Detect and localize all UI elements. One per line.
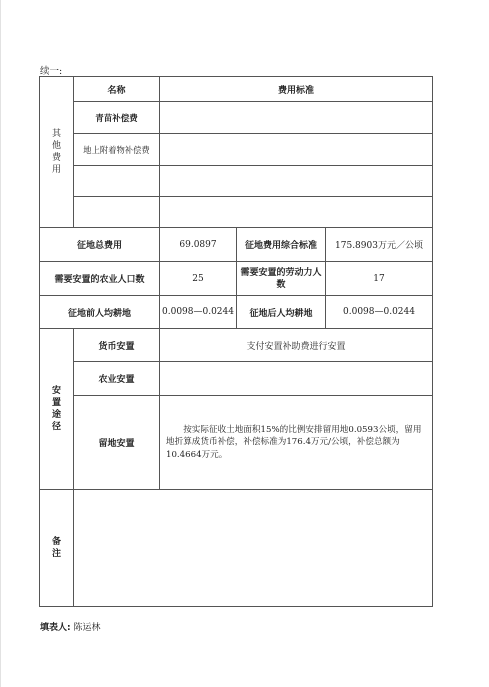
resettlement-name-1: 货币安置 <box>74 329 160 362</box>
other-fees-char-2: 他 <box>51 141 61 151</box>
resettlement-value-3: 按实际征收土地面积15%的比例安排留用地0.0593公顷，留用地折算成货币补偿，补偿标准为176.4万元/公顷，补偿总额为10.4664万元。 <box>160 396 433 490</box>
other-fees-char-3: 费 <box>51 153 61 163</box>
remarks-value <box>74 490 433 607</box>
remarks-group <box>40 490 74 607</box>
other-fee-name-1: 青苗补偿费 <box>74 102 160 134</box>
other-fee-value-3 <box>160 166 433 197</box>
other-fee-value-1 <box>160 102 433 134</box>
header-name: 名称 <box>74 77 160 102</box>
resettlement-name-2: 农业安置 <box>74 362 160 396</box>
resettlement-value-1: 支付安置补助费进行安置 <box>160 329 433 362</box>
agri-pop-label: 需要安置的农业人口数 <box>40 262 160 296</box>
other-fees-char-1: 其 <box>51 129 61 139</box>
after-per-capita-value: 0.0098—0.0244 <box>326 296 433 329</box>
continuation-label: 续一: <box>40 66 63 77</box>
remarks-char-1: 备 <box>51 537 61 547</box>
resettlement-group <box>40 329 74 490</box>
agri-pop-value: 25 <box>160 262 237 296</box>
standard-value: 175.8903万元／公顷 <box>326 228 433 262</box>
page-edge <box>0 0 1 687</box>
resettlement-value-2 <box>160 362 433 396</box>
resettlement-name-3: 留地安置 <box>74 396 160 490</box>
total-cost-label: 征地总费用 <box>40 228 160 262</box>
standard-label: 征地费用综合标准 <box>237 228 326 262</box>
resettlement-char-3: 途 <box>51 410 61 420</box>
header-standard: 费用标准 <box>160 77 433 102</box>
other-fee-name-2: 地上附着物补偿费 <box>74 134 160 166</box>
before-per-capita-label: 征地前人均耕地 <box>40 296 160 329</box>
labor-label: 需要安置的劳动力人数 <box>237 262 326 296</box>
other-fee-value-2 <box>160 134 433 166</box>
resettlement-char-2: 置 <box>51 398 61 408</box>
other-fees-group <box>40 77 74 228</box>
before-per-capita-value: 0.0098—0.0244 <box>160 296 237 329</box>
other-fee-value-4 <box>160 197 433 228</box>
other-fees-char-4: 用 <box>51 165 61 175</box>
filler-name: 陈运林 <box>73 623 101 633</box>
other-fee-name-3 <box>74 166 160 197</box>
remarks-char-2: 注 <box>51 549 61 559</box>
labor-value: 17 <box>326 262 433 296</box>
other-fee-name-4 <box>74 197 160 228</box>
after-per-capita-label: 征地后人均耕地 <box>237 296 326 329</box>
resettlement-char-4: 径 <box>51 422 61 432</box>
land-acquisition-table <box>39 76 433 607</box>
form-footer <box>40 620 101 633</box>
resettlement-char-1: 安 <box>51 386 61 396</box>
total-cost-value: 69.0897 <box>160 228 237 262</box>
filler-label: 填表人: <box>40 623 71 633</box>
